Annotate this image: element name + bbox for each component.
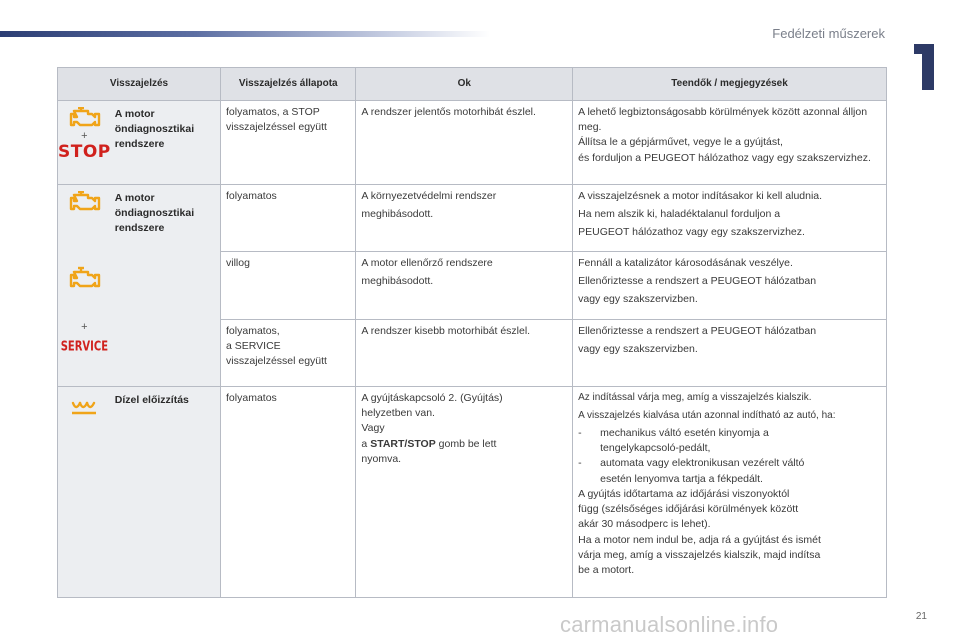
plus-sign: +	[81, 320, 88, 333]
start-stop-keyword: START/STOP	[370, 437, 436, 450]
service-warning-icon: SERVICE	[60, 339, 109, 355]
stop-warning-icon: STOP	[58, 142, 111, 162]
state-line: visszajelzéssel együtt	[226, 355, 327, 368]
indicator-icon-cell	[58, 320, 111, 387]
state-line: villog	[226, 257, 250, 269]
dash-bullet: -	[578, 457, 582, 470]
state-line: folyamatos,	[226, 325, 280, 337]
notes-line: vagy egy szakszervizben.	[578, 343, 698, 356]
notes-line: függ (szélsőséges időjárási körülmények között	[578, 503, 799, 516]
table-header-row	[58, 68, 887, 101]
page-number: 21	[915, 611, 927, 622]
table-row	[58, 101, 887, 185]
notes-line: be a motort.	[578, 563, 635, 576]
notes-bullet-text	[600, 426, 769, 456]
cause-line: A környezetvédelmi rendszer	[361, 190, 497, 202]
notes-line: A visszajelzésnek a motor indításakor ki kell aludnia.	[578, 190, 823, 202]
state-line: folyamatos, a STOP	[226, 106, 320, 118]
watermark: carmanualsonline.info	[560, 612, 779, 637]
notes-bullet-text	[600, 456, 804, 486]
cause-line: A rendszer jelentős motorhibát észlel.	[361, 106, 536, 118]
notes-line: Fennáll a katalizátor károsodásának veszélye.	[578, 257, 793, 269]
notes-line: A gyújtás időtartama az időjárási viszonyoktól	[578, 487, 790, 500]
notes-cell	[573, 252, 887, 320]
cause-line	[361, 437, 567, 452]
chapter-number-flag	[914, 44, 924, 54]
notes-cell	[573, 101, 887, 185]
cause-line: helyzetben van.	[361, 407, 435, 420]
engine-warning-icon	[67, 191, 101, 213]
state-line: a SERVICE	[226, 340, 281, 353]
state-cell	[221, 185, 356, 252]
cause-cell	[356, 252, 573, 320]
indicator-icon-cell	[58, 101, 111, 185]
cause-line: A gyújtáskapcsoló 2. (Gyújtás)	[361, 392, 503, 404]
cause-line: Vagy	[361, 422, 385, 435]
cause-line: A motor ellenőrző rendszere	[361, 257, 493, 269]
cause-text: a	[361, 437, 371, 450]
engine-warning-icon	[67, 266, 101, 292]
state-line: visszajelzéssel együtt	[226, 121, 327, 134]
section-title: Fedélzeti műszerek	[772, 26, 885, 41]
indicator-icon-cell	[58, 252, 111, 320]
indicator-label: A motor öndiagnosztikai rendszere	[111, 185, 221, 252]
indicator-label-empty	[111, 252, 221, 320]
notes-line: PEUGEOT hálózathoz vagy egy szakszervizhez.	[578, 226, 805, 239]
notes-cell	[573, 320, 887, 387]
notes-line: Ha nem alszik ki, haladéktalanul forduljon a	[578, 208, 781, 221]
glow-plug-icon	[70, 399, 98, 417]
notes-line: mechanikus váltó esetén kinyomja a	[600, 427, 769, 439]
state-cell	[221, 252, 356, 320]
indicator-label: A motor öndiagnosztikai rendszere	[111, 101, 221, 185]
notes-line: akár 30 másodperc is lehet).	[578, 518, 711, 531]
cause-cell	[356, 320, 573, 387]
column-header-cause: Ok	[356, 68, 573, 101]
state-cell	[221, 101, 356, 185]
notes-line: Ha a motor nem indul be, adja rá a gyújtást és ismét	[578, 533, 821, 546]
state-cell	[221, 387, 356, 598]
notes-line: várja meg, amíg a visszajelzés kialszik, majd indítsa	[578, 548, 821, 561]
notes-line: A visszajelzés kialvása után azonnal indítható az autó, ha:	[578, 409, 836, 421]
notes-line: Állítsa le a gépjárművet, vegye le a gyújtást,	[578, 136, 783, 149]
dash-bullet: -	[578, 427, 582, 439]
notes-bullet	[578, 456, 881, 486]
notes-line: Ellenőriztesse a rendszert a PEUGEOT hálózatban	[578, 325, 817, 337]
state-line: folyamatos	[226, 190, 277, 202]
notes-line: automata vagy elektronikusan vezérelt váltó	[600, 457, 805, 470]
column-header-state: Visszajelzés állapota	[221, 68, 356, 101]
state-cell	[221, 320, 356, 387]
table-row	[58, 252, 887, 320]
table-row	[58, 387, 887, 598]
cause-text: gomb be lett	[435, 437, 497, 450]
notes-line: esetén lenyomva tartja a fékpedált.	[600, 472, 763, 485]
notes-line: A lehető legbiztonságosabb körülmények között azonnal álljon meg.	[578, 106, 868, 134]
notes-line: és forduljon a PEUGEOT hálózathoz vagy egy szakszervizhez.	[578, 151, 871, 164]
notes-line: Ellenőriztesse a rendszert a PEUGEOT hálózatban	[578, 275, 817, 288]
indicator-icon-cell	[58, 185, 111, 252]
indicator-label: Dízel előizzítás	[111, 387, 221, 598]
cause-line: nyomva.	[361, 452, 402, 465]
table-row	[58, 320, 887, 387]
chapter-number-marker	[912, 44, 934, 90]
indicator-label-empty	[111, 320, 221, 387]
notes-line: vagy egy szakszervizben.	[578, 293, 698, 306]
cause-line: meghibásodott.	[361, 275, 434, 288]
header-accent-bar	[0, 31, 490, 37]
cause-line: A rendszer kisebb motorhibát észlel.	[361, 325, 531, 337]
cause-line: meghibásodott.	[361, 208, 434, 221]
notes-line: Az indítással várja meg, amíg a visszajelzés kialszik.	[578, 392, 812, 403]
cause-cell	[356, 185, 573, 252]
cause-cell	[356, 387, 573, 598]
plus-sign: +	[81, 130, 88, 142]
cause-cell	[356, 101, 573, 185]
notes-line: tengelykapcsoló-pedált,	[600, 442, 711, 455]
indicator-icon-cell	[58, 387, 111, 598]
column-header-notes: Teendők / megjegyzések	[573, 68, 887, 101]
engine-warning-icon	[67, 107, 101, 129]
notes-cell	[573, 387, 887, 598]
table-row	[58, 185, 887, 252]
column-header-indicator: Visszajelzés	[58, 68, 221, 101]
notes-cell	[573, 185, 887, 252]
notes-bullet	[578, 426, 881, 456]
warning-lights-table	[57, 67, 887, 598]
state-line: folyamatos	[226, 392, 277, 404]
